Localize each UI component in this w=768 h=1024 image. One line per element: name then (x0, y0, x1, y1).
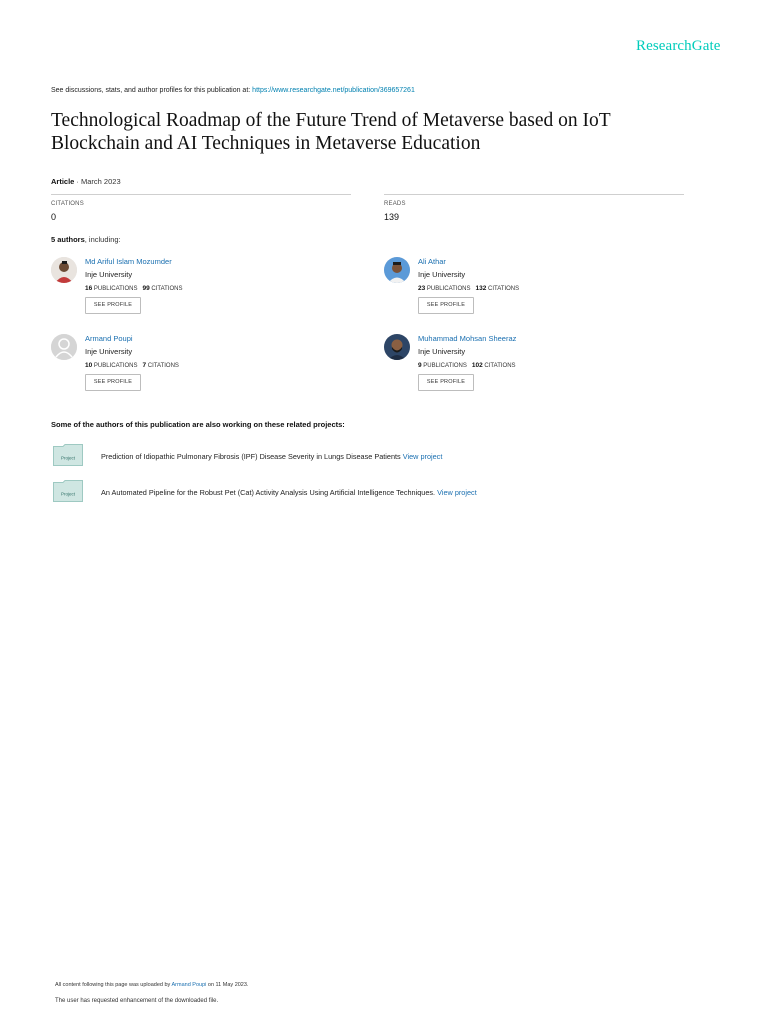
author-name-link[interactable]: Muhammad Mohsan Sheeraz (418, 334, 517, 343)
see-profile-button[interactable]: SEE PROFILE (418, 297, 474, 314)
author-card (384, 334, 684, 404)
project-title: An Automated Pipeline for the Robust Pet (Cat) Activity Analysis Using Artificial Intelligence Techniques. (101, 488, 438, 497)
related-projects-heading: Some of the authors of this publication are also working on these related projects: (51, 420, 345, 429)
citations-count: 132 (475, 285, 487, 292)
author-stats (85, 362, 179, 369)
see-profile-button[interactable]: SEE PROFILE (418, 374, 474, 391)
author-name-link[interactable]: Ali Athar (418, 257, 446, 266)
publications-count: 10 (85, 362, 93, 369)
citations-label: CITATIONS (51, 201, 84, 207)
author-institution: Inje University (418, 270, 466, 279)
see-profile-button[interactable]: SEE PROFILE (85, 297, 141, 314)
author-name-link[interactable]: Armand Poupi (85, 334, 133, 343)
citations-count: 99 (142, 285, 150, 292)
publications-label: PUBLICATIONS (93, 286, 138, 292)
upload-note-suffix: on 11 May 2023. (206, 982, 249, 988)
avatar[interactable] (51, 257, 77, 283)
avatar[interactable] (384, 334, 410, 360)
author-institution: Inje University (85, 270, 133, 279)
publications-label: PUBLICATIONS (93, 363, 138, 369)
author-photo-icon (51, 257, 77, 283)
project-folder-icon (53, 444, 83, 466)
citations-divider (51, 194, 351, 195)
publications-label: PUBLICATIONS (426, 286, 471, 292)
uploader-link[interactable]: Armand Poupi (171, 982, 207, 988)
citations-label: CITATIONS (147, 363, 179, 369)
publications-label: PUBLICATIONS (423, 363, 467, 369)
author-institution: Inje University (85, 347, 133, 356)
author-photo-icon (384, 334, 410, 360)
publication-type: Article (51, 177, 75, 186)
publication-date: · March 2023 (74, 177, 121, 186)
author-institution: Inje University (418, 347, 466, 356)
reads-label: READS (384, 201, 406, 207)
svg-text:Project: Project (60, 455, 76, 461)
project-title: Prediction of Idiopathic Pulmonary Fibrosis (IPF) Disease Severity in Lungs Disease Patients (101, 452, 403, 461)
header-discussion-line (51, 87, 415, 94)
author-stats (418, 362, 516, 369)
upload-note-prefix: All content following this page was uploaded by (55, 982, 172, 988)
svg-text:Project: Project (60, 491, 76, 497)
publications-count: 9 (418, 362, 422, 369)
see-profile-button[interactable]: SEE PROFILE (85, 374, 141, 391)
reads-value: 139 (384, 212, 400, 222)
avatar[interactable] (384, 257, 410, 283)
enhancement-note: The user has requested enhancement of the downloaded file. (55, 998, 219, 1004)
citations-label: CITATIONS (151, 286, 183, 292)
publication-url-link[interactable]: https://www.researchgate.net/publication/369657261 (252, 87, 415, 94)
project-folder-icon (53, 480, 83, 502)
header-see-text: See discussions, stats, and author profiles for this publication at: (51, 87, 253, 94)
authors-suffix: , including: (84, 235, 121, 244)
citations-value: 0 (51, 212, 57, 222)
author-name-link[interactable]: Md Ariful Islam Mozumder (85, 257, 172, 266)
author-stats (418, 285, 519, 292)
citations-count: 7 (142, 362, 147, 369)
authors-summary (51, 235, 121, 244)
upload-note (55, 982, 248, 988)
author-card (51, 334, 351, 404)
publication-title: Technological Roadmap of the Future Trend of Metaverse based on IoT Blockchain and AI Techniques in Metaverse Education (51, 110, 611, 154)
view-project-link[interactable]: View project (437, 488, 477, 497)
citations-label: CITATIONS (488, 286, 520, 292)
publication-meta (51, 177, 121, 186)
author-stats (85, 285, 183, 292)
citations-label: CITATIONS (484, 363, 516, 369)
project-item (101, 452, 442, 461)
author-photo-icon (384, 257, 410, 283)
avatar[interactable] (51, 334, 77, 360)
project-item (101, 488, 477, 497)
citations-count: 102 (471, 362, 483, 369)
author-card (51, 257, 351, 327)
author-card (384, 257, 684, 327)
default-user-icon (51, 334, 77, 360)
view-project-link[interactable]: View project (402, 452, 443, 461)
publications-count: 16 (85, 285, 93, 292)
authors-count: 5 authors (51, 235, 85, 244)
reads-divider (384, 194, 684, 195)
publications-count: 23 (418, 285, 426, 292)
researchgate-logo[interactable]: ResearchGate (636, 38, 721, 54)
